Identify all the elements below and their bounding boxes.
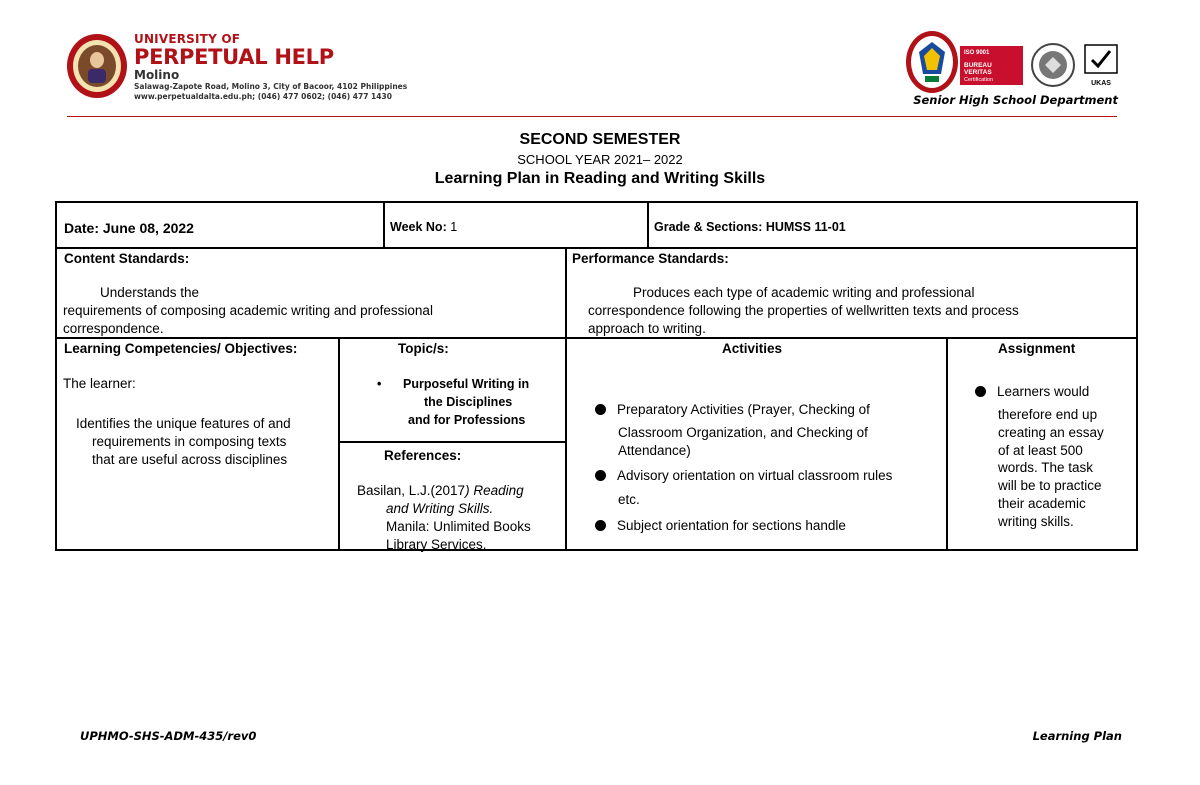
assignment-bullet-icon: [975, 386, 986, 397]
reference-title-part1: ) Reading: [465, 483, 524, 498]
activity-item-1: [595, 401, 870, 419]
topic-line2: the Disciplines: [424, 395, 513, 409]
school-year: SCHOOL YEAR 2021– 2022: [517, 152, 683, 167]
competencies-label: Learning Competencies/ Objectives:: [64, 341, 298, 356]
activity-bullet-icon: [595, 470, 606, 481]
assignment-line1: Learners would: [997, 384, 1090, 399]
assignment-line3: creating an essay: [998, 425, 1104, 440]
assignment-line7: their academic: [998, 496, 1086, 511]
assignment-item: [975, 383, 1089, 401]
topic-line1: Purposeful Writing in: [403, 377, 530, 391]
performance-standards-line1: Produces each type of academic writing and professional: [633, 285, 975, 300]
activity1-line1: Preparatory Activities (Prayer, Checking of: [617, 402, 870, 417]
reference-author: Basilan, L.J.(2017: [357, 483, 466, 498]
university-line1: UNIVERSITY OF: [134, 32, 241, 46]
activity-bullet-icon: [595, 404, 606, 415]
week-field: [390, 218, 457, 236]
bureau-veritas-badge: [960, 46, 1023, 85]
reference-line3: Manila: Unlimited Books: [386, 519, 531, 534]
performance-standards-line2: correspondence following the properties of wellwritten texts and process: [588, 303, 1019, 318]
performance-standards-label: Performance Standards:: [572, 251, 729, 266]
university-address: Salawag-Zapote Road, Molino 3, City of Bacoor, 4102 Philippines: [134, 82, 408, 91]
activity-item-2: [595, 467, 892, 485]
learning-plan-table: [55, 201, 1138, 551]
department-label: Senior High School Department: [913, 93, 1118, 107]
date-field: Date: June 08, 2022: [64, 220, 194, 236]
references-label: References:: [384, 448, 462, 463]
reference-line1: [357, 482, 524, 500]
content-standards-line2: requirements of composing academic writing and professional: [63, 303, 433, 318]
content-standards-line3: correspondence.: [63, 321, 164, 336]
reference-title-part2: and Writing Skills.: [386, 501, 494, 516]
activity-bullet-icon: [595, 520, 606, 531]
university-name-block: [134, 33, 407, 102]
bureau-veritas-seal-icon: [1027, 42, 1079, 88]
ukas-badge: [1084, 44, 1118, 87]
topics-label: Topic/s:: [398, 341, 449, 356]
competency-line3: that are useful across disciplines: [92, 452, 288, 467]
row1-divider-a: [383, 203, 385, 247]
cert-bv-label: BUREAU VERITAS: [964, 62, 992, 76]
university-seal-logo: [66, 33, 128, 99]
university-contact: www.perpetualdalta.edu.ph; (046) 477 0602; (046) 477 1430: [134, 92, 392, 101]
row3-divider-b: [565, 337, 567, 549]
row1-divider-b: [647, 203, 649, 247]
grade-sections-field: Grade & Sections: HUMSS 11-01: [654, 220, 846, 234]
assignment-label: Assignment: [998, 341, 1076, 356]
topics-references-divider: [339, 441, 567, 443]
row-divider-1: [57, 247, 1136, 249]
activity2-line2: etc.: [618, 492, 640, 507]
cert-certification-label: Certification: [964, 77, 994, 83]
activities-label: Activities: [722, 341, 783, 356]
week-label: Week No:: [390, 220, 447, 234]
reference-line4: Library Services.: [386, 537, 487, 552]
university-line2: PERPETUAL HELP: [134, 45, 334, 69]
ukas-check-icon: [1084, 44, 1118, 74]
activity1-line2: Classroom Organization, and Checking of: [618, 425, 868, 440]
assignment-line4: of at least 500: [998, 443, 1083, 458]
shs-seal-logo: [905, 30, 959, 94]
learning-plan-title: Learning Plan in Reading and Writing Skills: [434, 170, 766, 187]
activity3-line1: Subject orientation for sections handle: [617, 518, 846, 533]
assignment-line8: writing skills.: [998, 514, 1074, 529]
cert-iso-label: ISO 9001: [964, 50, 990, 56]
document-code: UPHMO-SHS-ADM-435/rev0: [80, 729, 257, 743]
ukas-label: UKAS: [1091, 80, 1111, 87]
header-divider: [67, 116, 1117, 117]
row2-divider: [565, 247, 567, 339]
row3-divider-a: [338, 337, 340, 549]
competency-line1: Identifies the unique features of and: [76, 416, 291, 431]
content-standards-label: Content Standards:: [64, 251, 190, 266]
semester-title: SECOND SEMESTER: [519, 131, 681, 148]
campus-name: Molino: [134, 68, 180, 82]
content-standards-line1: Understands the: [100, 285, 200, 300]
row3-divider-c: [946, 337, 948, 549]
topic-line3: and for Professions: [408, 413, 526, 427]
week-value: 1: [450, 220, 458, 234]
activity2-line1: Advisory orientation on virtual classroom rules: [617, 468, 893, 483]
document-type: Learning Plan: [1032, 729, 1122, 743]
performance-standards-line3: approach to writing.: [588, 321, 706, 336]
learner-text: The learner:: [63, 376, 136, 391]
topic-bullet: •: [377, 377, 382, 391]
assignment-line5: words. The task: [998, 460, 1094, 475]
assignment-line6: will be to practice: [998, 478, 1102, 493]
competency-line2: requirements in composing texts: [92, 434, 287, 449]
activity-item-3: [595, 517, 846, 535]
activity1-line3: Attendance): [618, 443, 691, 458]
assignment-line2: therefore end up: [998, 407, 1098, 422]
